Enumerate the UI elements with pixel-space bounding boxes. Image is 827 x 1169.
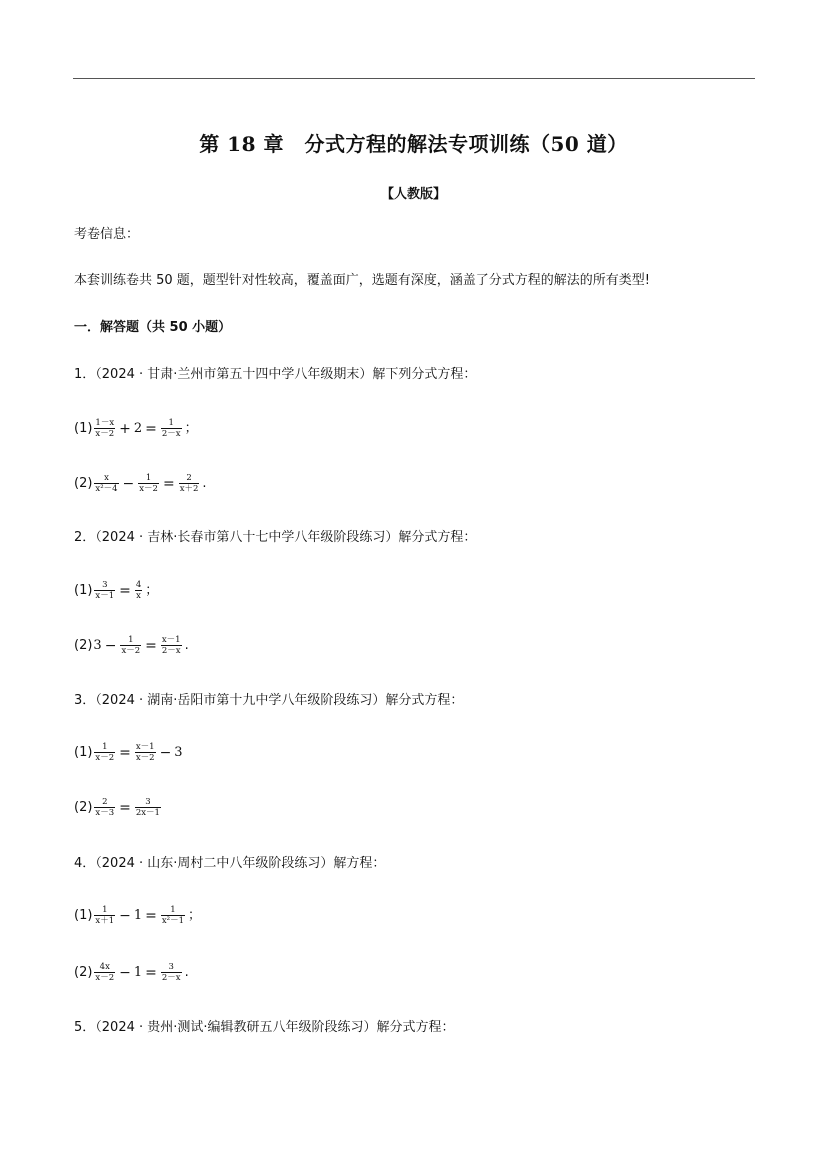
fraction: $\frac{3}{2x-1}$ (135, 797, 160, 818)
fraction: $\frac{3}{x-1}$ (95, 580, 115, 601)
problem-3-header (74, 692, 463, 710)
part-label: (2) (74, 964, 93, 980)
problem-source: （2024 · 甘肃·兰州市第五十四中学八年级期末）解下列分式方程： (95, 367, 477, 382)
fraction: $\frac{2}{x-3}$ (95, 797, 115, 818)
problem-source: （2024 · 湖南·岳阳市第十九中学八年级阶段练习）解分式方程： (95, 693, 464, 708)
part-label: (1) (74, 582, 93, 598)
fraction: $\frac{1}{x+1}$ (95, 905, 115, 926)
page-title: 第 18 章 分式方程的解法专项训练（50 道） (199, 132, 628, 156)
fraction: $\frac{1}{2-x}$ (161, 418, 181, 439)
problem-4-part-2: (2) $\frac{4x}{x-2}$ − 1 = $\frac{3}{2-x}$ . (74, 962, 189, 983)
problem-number: 1． (74, 367, 96, 382)
problem-number: 3． (74, 693, 96, 708)
problem-source: （2024 · 山东·周村二中八年级阶段练习）解方程： (95, 856, 386, 871)
fraction: $\frac{4x}{x-2}$ (95, 962, 115, 983)
problem-2-part-2: (2) 3 − $\frac{1}{x-2}$ = $\frac{x-1}{2-x}$ . (74, 635, 189, 656)
part-label: (2) (74, 799, 93, 815)
edition-label: 【人教版】 (380, 187, 446, 202)
fraction: $\frac{4}{x}$ (135, 580, 142, 601)
section-heading: 一．解答题（共 50 小题） (74, 320, 232, 335)
problem-2-part-1: (1) $\frac{3}{x-1}$ = $\frac{4}{x}$ ； (74, 580, 159, 601)
problem-1-part-1: (1) $\frac{1-x}{x-2}$ + 2 = $\frac{1}{2-x}$ ； (74, 418, 198, 439)
fraction: $\frac{1}{x-2}$ (95, 742, 115, 763)
problem-4-part-1: (1) $\frac{1}{x+1}$ − 1 = $\frac{1}{\text{x²－1}}$ ； (74, 905, 201, 926)
problem-number: 4． (74, 856, 96, 871)
problem-2-header (74, 529, 476, 547)
part-label: (1) (74, 420, 93, 436)
part-label: (2) (74, 637, 93, 653)
fraction: $\frac{x}{\text{x²－4}}$ (95, 473, 118, 494)
fraction: $\frac{3}{2-x}$ (161, 962, 181, 983)
header-rule (73, 78, 755, 79)
fraction: $\frac{x-1}{x-2}$ (135, 742, 155, 763)
fraction: $\frac{2}{x+2}$ (179, 473, 199, 494)
problem-3-part-2: (2) $\frac{2}{x-3}$ = $\frac{3}{2x-1}$ (74, 797, 160, 818)
fraction: $\frac{1}{x-2}$ (139, 473, 158, 494)
fraction: $\frac{1}{\text{x²－1}}$ (161, 905, 184, 926)
fraction: $\frac{1}{x-2}$ (121, 635, 141, 656)
fraction: $\frac{1-x}{x-2}$ (95, 418, 115, 439)
problem-5-header (74, 1019, 455, 1037)
problem-1-part-2: (2) $\frac{x}{\text{x²－4}}$ − $\frac{1}{x-2}$ = $\frac{2}{x+2}$ . (74, 473, 207, 494)
problem-4-header (74, 855, 385, 873)
part-label: (1) (74, 744, 93, 760)
part-label: (2) (74, 475, 93, 491)
problem-number: 5． (74, 1020, 96, 1035)
problem-1-header (74, 366, 476, 384)
fraction: $\frac{x-1}{2-x}$ (161, 635, 181, 656)
info-label: 考卷信息： (74, 227, 140, 242)
info-text: 本套训练卷共 50 题，题型针对性较高，覆盖面广，选题有深度，涵盖了分式方程的解法的所有类型! (74, 273, 651, 288)
problem-source: （2024 · 贵州·测试·编辑教研五八年级阶段练习）解分式方程： (95, 1020, 455, 1035)
problem-number: 2． (74, 530, 96, 545)
part-label: (1) (74, 907, 93, 923)
problem-3-part-1: (1) $\frac{1}{x-2}$ = $\frac{x-1}{x-2}$ − 3 (74, 742, 183, 763)
problem-source: （2024 · 吉林·长春市第八十七中学八年级阶段练习）解分式方程： (95, 530, 477, 545)
